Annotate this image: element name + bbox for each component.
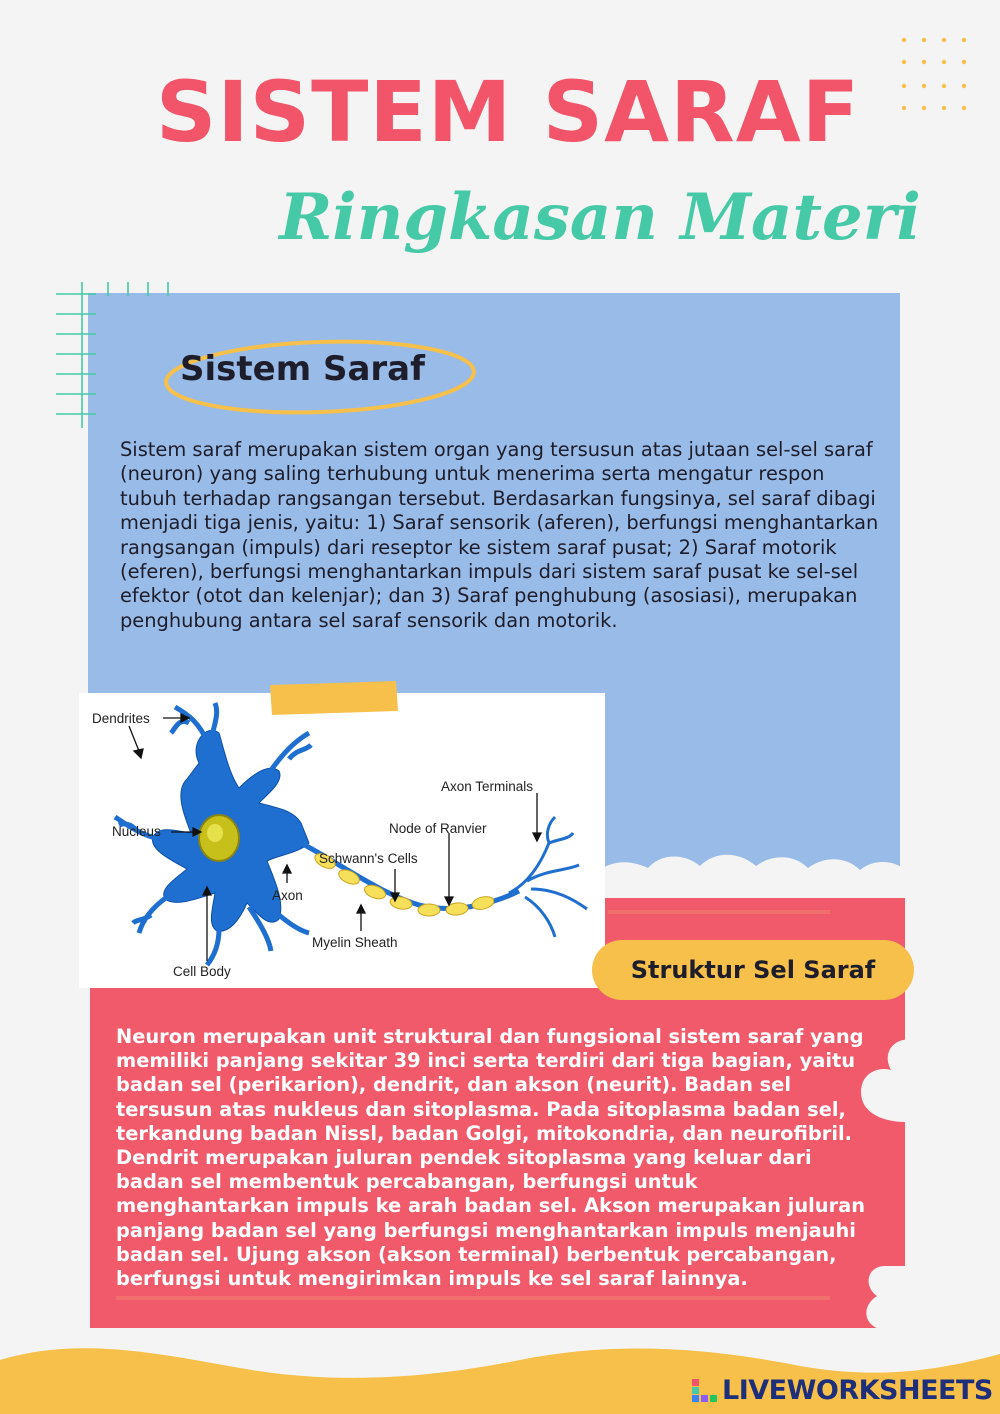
label-cell-body: Cell Body <box>173 964 231 979</box>
page-title: SISTEM SARAF <box>155 63 861 161</box>
section-paragraph-sistem-saraf: Sistem saraf merupakan sistem organ yang tersusun atas jutaan sel-sel saraf (neuron) yang saling terhubung untuk menerima serta mengatur respon tubuh terhadap rangsangan tersebut. Berdasarkan fungsinya, sel saraf dibagi menjadi tiga jenis, yaitu: 1) Saraf sensorik (aferen), berfungsi menghantarkan rangsangan (impuls) dari reseptor ke sistem saraf pusat; 2) Saraf motorik (eferen), berfungsi menghantarkan impuls dari sistem saraf pusat ke sel-sel efektor (otot dan kelenjar); dan 3) Saraf penghubung (asosiasi), merupakan penghubung antara sel saraf sensorik dan motorik. <box>120 438 879 632</box>
page-subtitle: Ringkasan Materi <box>279 180 921 255</box>
label-myelin-sheath: Myelin Sheath <box>312 935 398 950</box>
label-axon-terminals: Axon Terminals <box>441 779 534 794</box>
dots-decoration <box>896 34 976 114</box>
label-nucleus: Nucleus <box>112 824 161 839</box>
cloud-decoration <box>590 838 908 898</box>
divider-line <box>608 910 830 914</box>
neuron-diagram <box>79 693 605 988</box>
label-schwann-cells: Schwann's Cells <box>319 851 418 866</box>
divider-line-bottom <box>116 1296 830 1300</box>
label-axon: Axon <box>272 888 303 903</box>
tape-decoration <box>268 681 398 715</box>
label-dendrites: Dendrites <box>92 711 150 726</box>
section-paragraph-struktur: Neuron merupakan unit struktural dan fungsional sistem saraf yang memiliki panjang sekitar 39 inci serta terdiri dari tiga bagian, yaitu badan sel (perikarion), dendrit, dan akson (neurit). Badan sel tersusun atas nukleus dan sitoplasma. Pada sitoplasma badan sel, terkandung badan Nissl, badan Golgi, mitokondria, dan neurofibril. Dendrit merupakan juluran pendek sitoplasma yang keluar dari badan sel membentuk percabangan, berfungsi untuk menghantarkan impuls ke arah badan sel. Akson merupakan juluran panjang badan sel yang berfungsi menghantarkan impuls menjauhi badan sel. Ujung akson (akson terminal) berbentuk percabangan, berfungsi untuk mengirimkan impuls ke sel saraf lainnya. <box>116 1025 866 1291</box>
section-heading-struktur: Struktur Sel Saraf <box>630 956 876 984</box>
brand-footer <box>690 1372 993 1408</box>
label-node-of-ranvier: Node of Ranvier <box>389 821 487 836</box>
brand-name: LIVEWORKSHEETS <box>722 1374 993 1406</box>
liveworksheets-logo-icon <box>690 1377 720 1403</box>
section-heading-sistem-saraf: Sistem Saraf <box>180 349 425 389</box>
